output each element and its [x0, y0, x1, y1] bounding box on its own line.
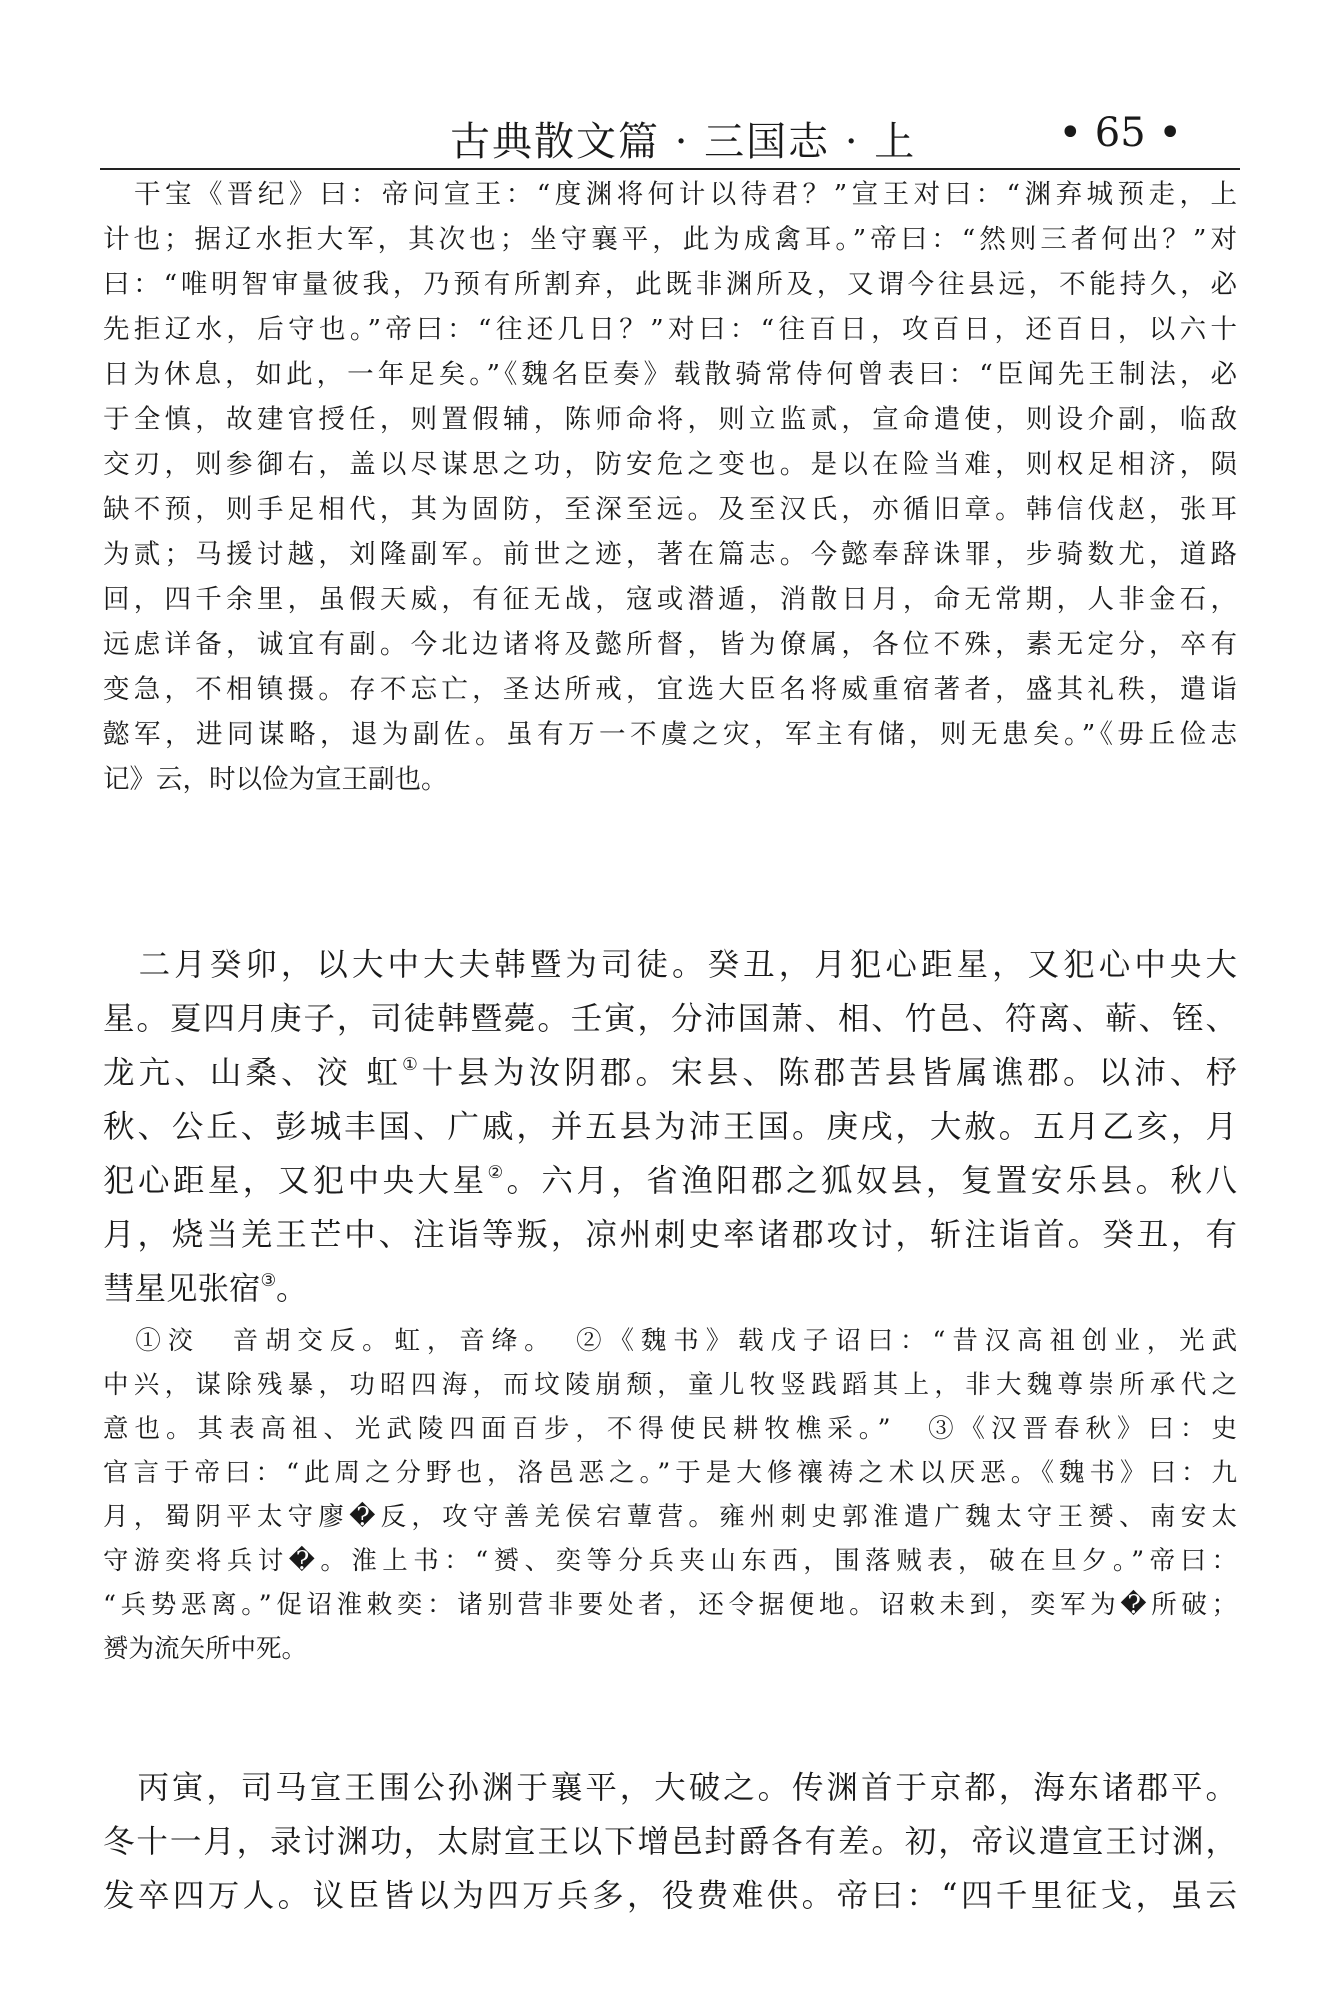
footnote-line: 中兴，谋除残暴，功昭四海，而坟陵崩颓，童儿牧竖践蹈其上，非大魏尊崇所承代之: [103, 1370, 1237, 1400]
page-number: • 65 •: [1058, 110, 1182, 156]
text-line: 远虑详备，诚宜有副。今北边诸将及懿所督，皆为僚属，各位不殊，素无定分，卒有: [103, 629, 1237, 660]
text-segment: 。: [276, 1271, 308, 1307]
footnote-marker: ③: [260, 1271, 277, 1292]
text-line: 懿军，进同谋略，退为副佐。虽有万一不虞之灾，军主有储，则无患矣。”《毋丘俭志: [103, 719, 1237, 750]
main-text-passage: [103, 938, 1237, 1316]
text-line: 曰：“唯明智审量彼我，乃预有所割弃，此既非渊所及，又谓今往县远，不能持久，必: [103, 269, 1237, 300]
text-line: 秋、公丘、彭城丰国、广戚，并五县为沛王国。庚戌，大赦。五月乙亥，月: [103, 1109, 1237, 1145]
text-line: 发卒四万人。议臣皆以为四万兵多，役费难供。帝曰：“四千里征戈，虽云: [103, 1878, 1237, 1914]
running-header: [100, 96, 1240, 165]
footnote-line: 意也。其表高祖、光武陵四面百步，不得使民耕牧樵采。” ③《汉晋春秋》曰：史: [103, 1414, 1237, 1444]
text-segment: 十县为汝阴郡。宋县、陈郡苦县皆属谯郡。以沛、杼: [421, 1055, 1237, 1091]
text-line: 回，四千余里，虽假天威，有征无战，寇或潜遁，消散日月，命无常期，人非金石，: [103, 584, 1237, 615]
text-segment: 彗星见张宿: [103, 1271, 261, 1307]
text-line: 于全慎，故建官授任，则置假辅，陈师命将，则立监贰，宣命遣使，则设介副，临敌: [103, 404, 1237, 435]
text-line: 变急，不相镇摄。存不忘亡，圣达所戒，宜选大臣名将威重宿著者，盛其礼秩，遣诣: [103, 674, 1237, 705]
text-line: [103, 1046, 1237, 1100]
text-line: 星。夏四月庚子，司徒韩暨薨。壬寅，分沛国萧、相、竹邑、符离、蕲、铚、: [103, 1001, 1237, 1037]
text-line: [103, 1262, 1237, 1316]
text-line: 二月癸卯，以大中大夫韩暨为司徒。癸丑，月犯心距星，又犯心中央大: [103, 947, 1237, 983]
text-line: 记》云，时以俭为宣王副也。: [103, 764, 448, 795]
footnote-line: 赟为流矢所中死。: [103, 1634, 308, 1664]
footnote-marker: ①: [402, 1055, 422, 1076]
header-rule: [100, 168, 1240, 170]
text-line: 为贰；马援讨越，刘隆副军。前世之迹，著在篇志。今懿奉辞诛罪，步骑数尤，道路: [103, 539, 1237, 570]
running-title: 古典散文篇 · 三国志 · 上: [450, 119, 917, 165]
footnote-line: 月，蜀阴平太守廖�反，攻守善羌侯宕蕈营。雍州刺史郭淮遣广魏太守王赟、南安太: [103, 1502, 1237, 1532]
footnote-line: ①洨 音胡交反。虹，音绛。 ②《魏书》载戊子诏曰：“昔汉高祖创业，光武: [103, 1326, 1237, 1356]
footnote-marker: ②: [487, 1163, 507, 1184]
text-line: 缺不预，则手足相代，其为固防，至深至远。及至汉氏，亦循旧章。韩信伐赵，张耳: [103, 494, 1237, 525]
text-line: 冬十一月，录讨渊功，太尉宣王以下增邑封爵各有差。初，帝议遣宣王讨渊，: [103, 1824, 1237, 1860]
commentary-passage: [103, 172, 1237, 802]
text-segment: 犯心距星，又犯中央大星: [103, 1163, 488, 1199]
text-segment: 龙亢、山桑、洨 虹: [103, 1055, 403, 1091]
text-segment: 。六月，省渔阳郡之狐奴县，复置安乐县。秋八: [506, 1163, 1237, 1199]
main-text-passage-2: [103, 1761, 1237, 1923]
footnote-line: 官言于帝曰：“此周之分野也，洛邑恶之。”于是大修禳祷之术以厌恶。《魏书》曰：九: [103, 1458, 1237, 1488]
text-line: [103, 1154, 1237, 1208]
text-line: 交刃，则参御右，盖以尽谋思之功，防安危之变也。是以在险当难，则权足相济，陨: [103, 449, 1237, 480]
text-line: 先拒辽水，后守也。”帝曰：“往还几日？”对曰：“往百日，攻百日，还百日，以六十: [103, 314, 1237, 345]
text-line: 丙寅，司马宣王围公孙渊于襄平，大破之。传渊首于京都，海东诸郡平。: [103, 1770, 1237, 1806]
text-line: 月，烧当羌王芒中、注诣等叛，凉州刺史率诸郡攻讨，斩注诣首。癸丑，有: [103, 1217, 1237, 1253]
footnote-line: “兵势恶离。”促诏淮敕奕：诸别营非要处者，还令据便地。诏敕未到，奕军为�所破；: [103, 1590, 1237, 1620]
text-line: 干宝《晋纪》曰：帝问宣王：“度渊将何计以待君？”宣王对曰：“渊弃城预走，上: [103, 179, 1237, 210]
text-line: 日为休息，如此，一年足矣。”《魏名臣奏》载散骑常侍何曾表曰：“臣闻先王制法，必: [103, 359, 1237, 390]
footnotes: [103, 1319, 1237, 1671]
footnote-line: 守游奕将兵讨�。淮上书：“赟、奕等分兵夹山东西，围落贼表，破在旦夕。”帝曰：: [103, 1546, 1237, 1576]
text-line: 计也；据辽水拒大军，其次也；坐守襄平，此为成禽耳。”帝曰：“然则三者何出？”对: [103, 224, 1237, 255]
